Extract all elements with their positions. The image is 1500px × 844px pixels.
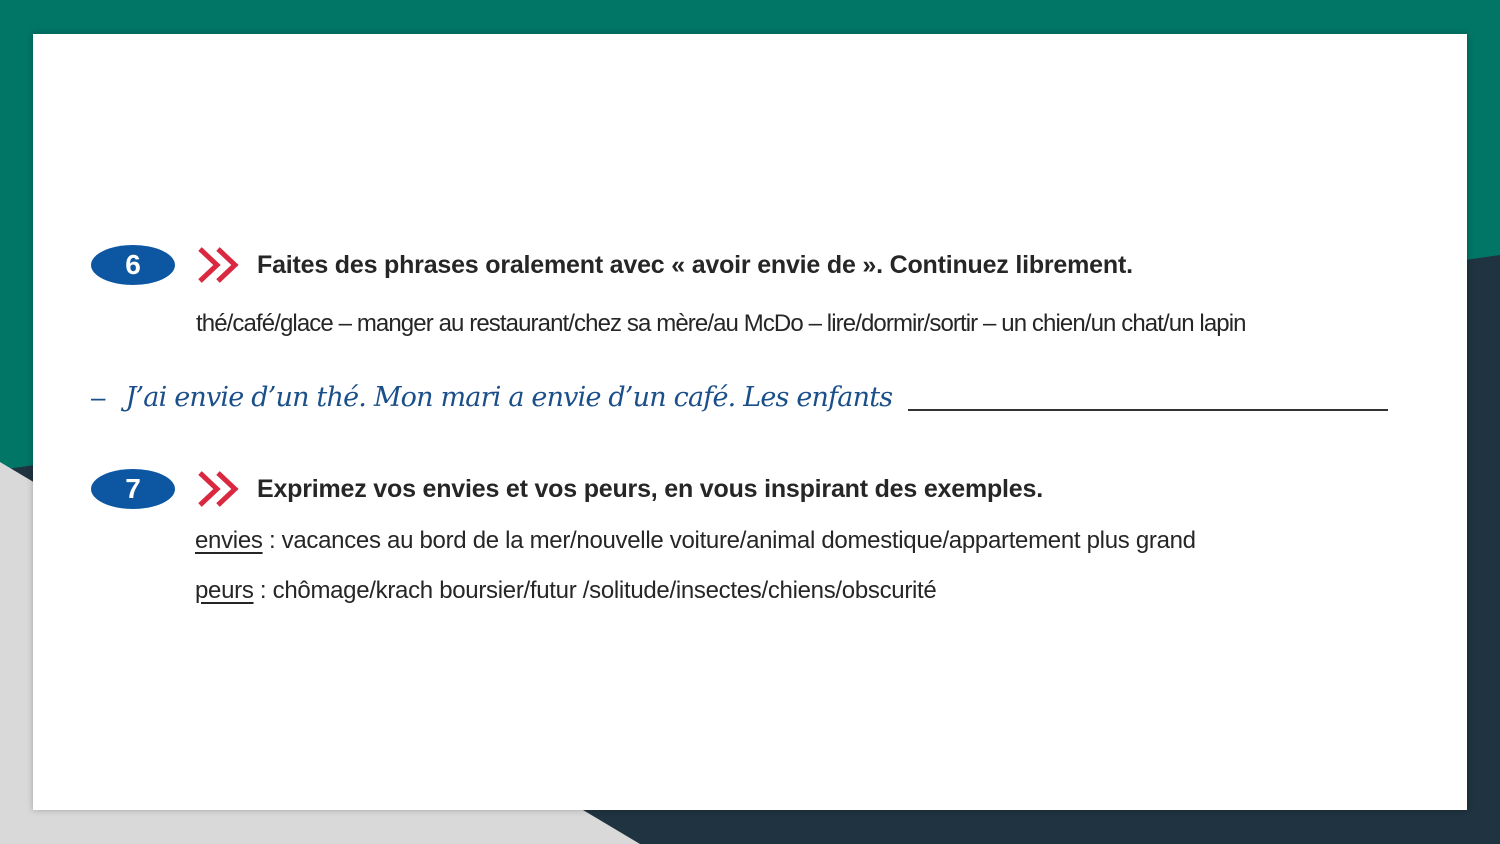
double-chevron-right-icon	[195, 244, 243, 286]
exercise-7-instruction: Exprimez vos envies et vos peurs, en vous inspirant des exemples.	[257, 474, 1043, 503]
double-chevron-right-icon	[195, 468, 243, 510]
answer-blank-line	[908, 409, 1388, 411]
exercise-6-example	[91, 382, 892, 413]
example-dash: –	[91, 382, 106, 412]
exercise-7-envies	[195, 527, 1196, 555]
slide-card	[33, 34, 1467, 810]
peurs-text: : chômage/krach boursier/futur /solitude/insectes/chiens/obscurité	[253, 577, 937, 604]
exercise-7-peurs	[195, 577, 936, 605]
exercise-6-prompts: thé/café/glace – manger au restaurant/chez sa mère/au McDo – lire/dormir/sortir – un chien/un chat/un lapin	[196, 310, 1246, 337]
envies-label: envies	[195, 527, 263, 554]
exercise-7-header	[91, 468, 1043, 510]
envies-text: : vacances au bord de la mer/nouvelle voiture/animal domestique/appartement plus grand	[262, 527, 1196, 554]
exercise-7-number-badge: 7	[91, 469, 175, 509]
exercise-6-instruction: Faites des phrases oralement avec « avoir envie de ». Continuez librement.	[257, 250, 1133, 279]
exercise-6-example-text: J’ai envie d’un thé. Mon mari a envie d’un café. Les enfants	[125, 382, 893, 413]
exercise-6-header	[91, 244, 1133, 286]
exercise-6-number-badge: 6	[91, 245, 175, 285]
peurs-label: peurs	[195, 577, 254, 604]
